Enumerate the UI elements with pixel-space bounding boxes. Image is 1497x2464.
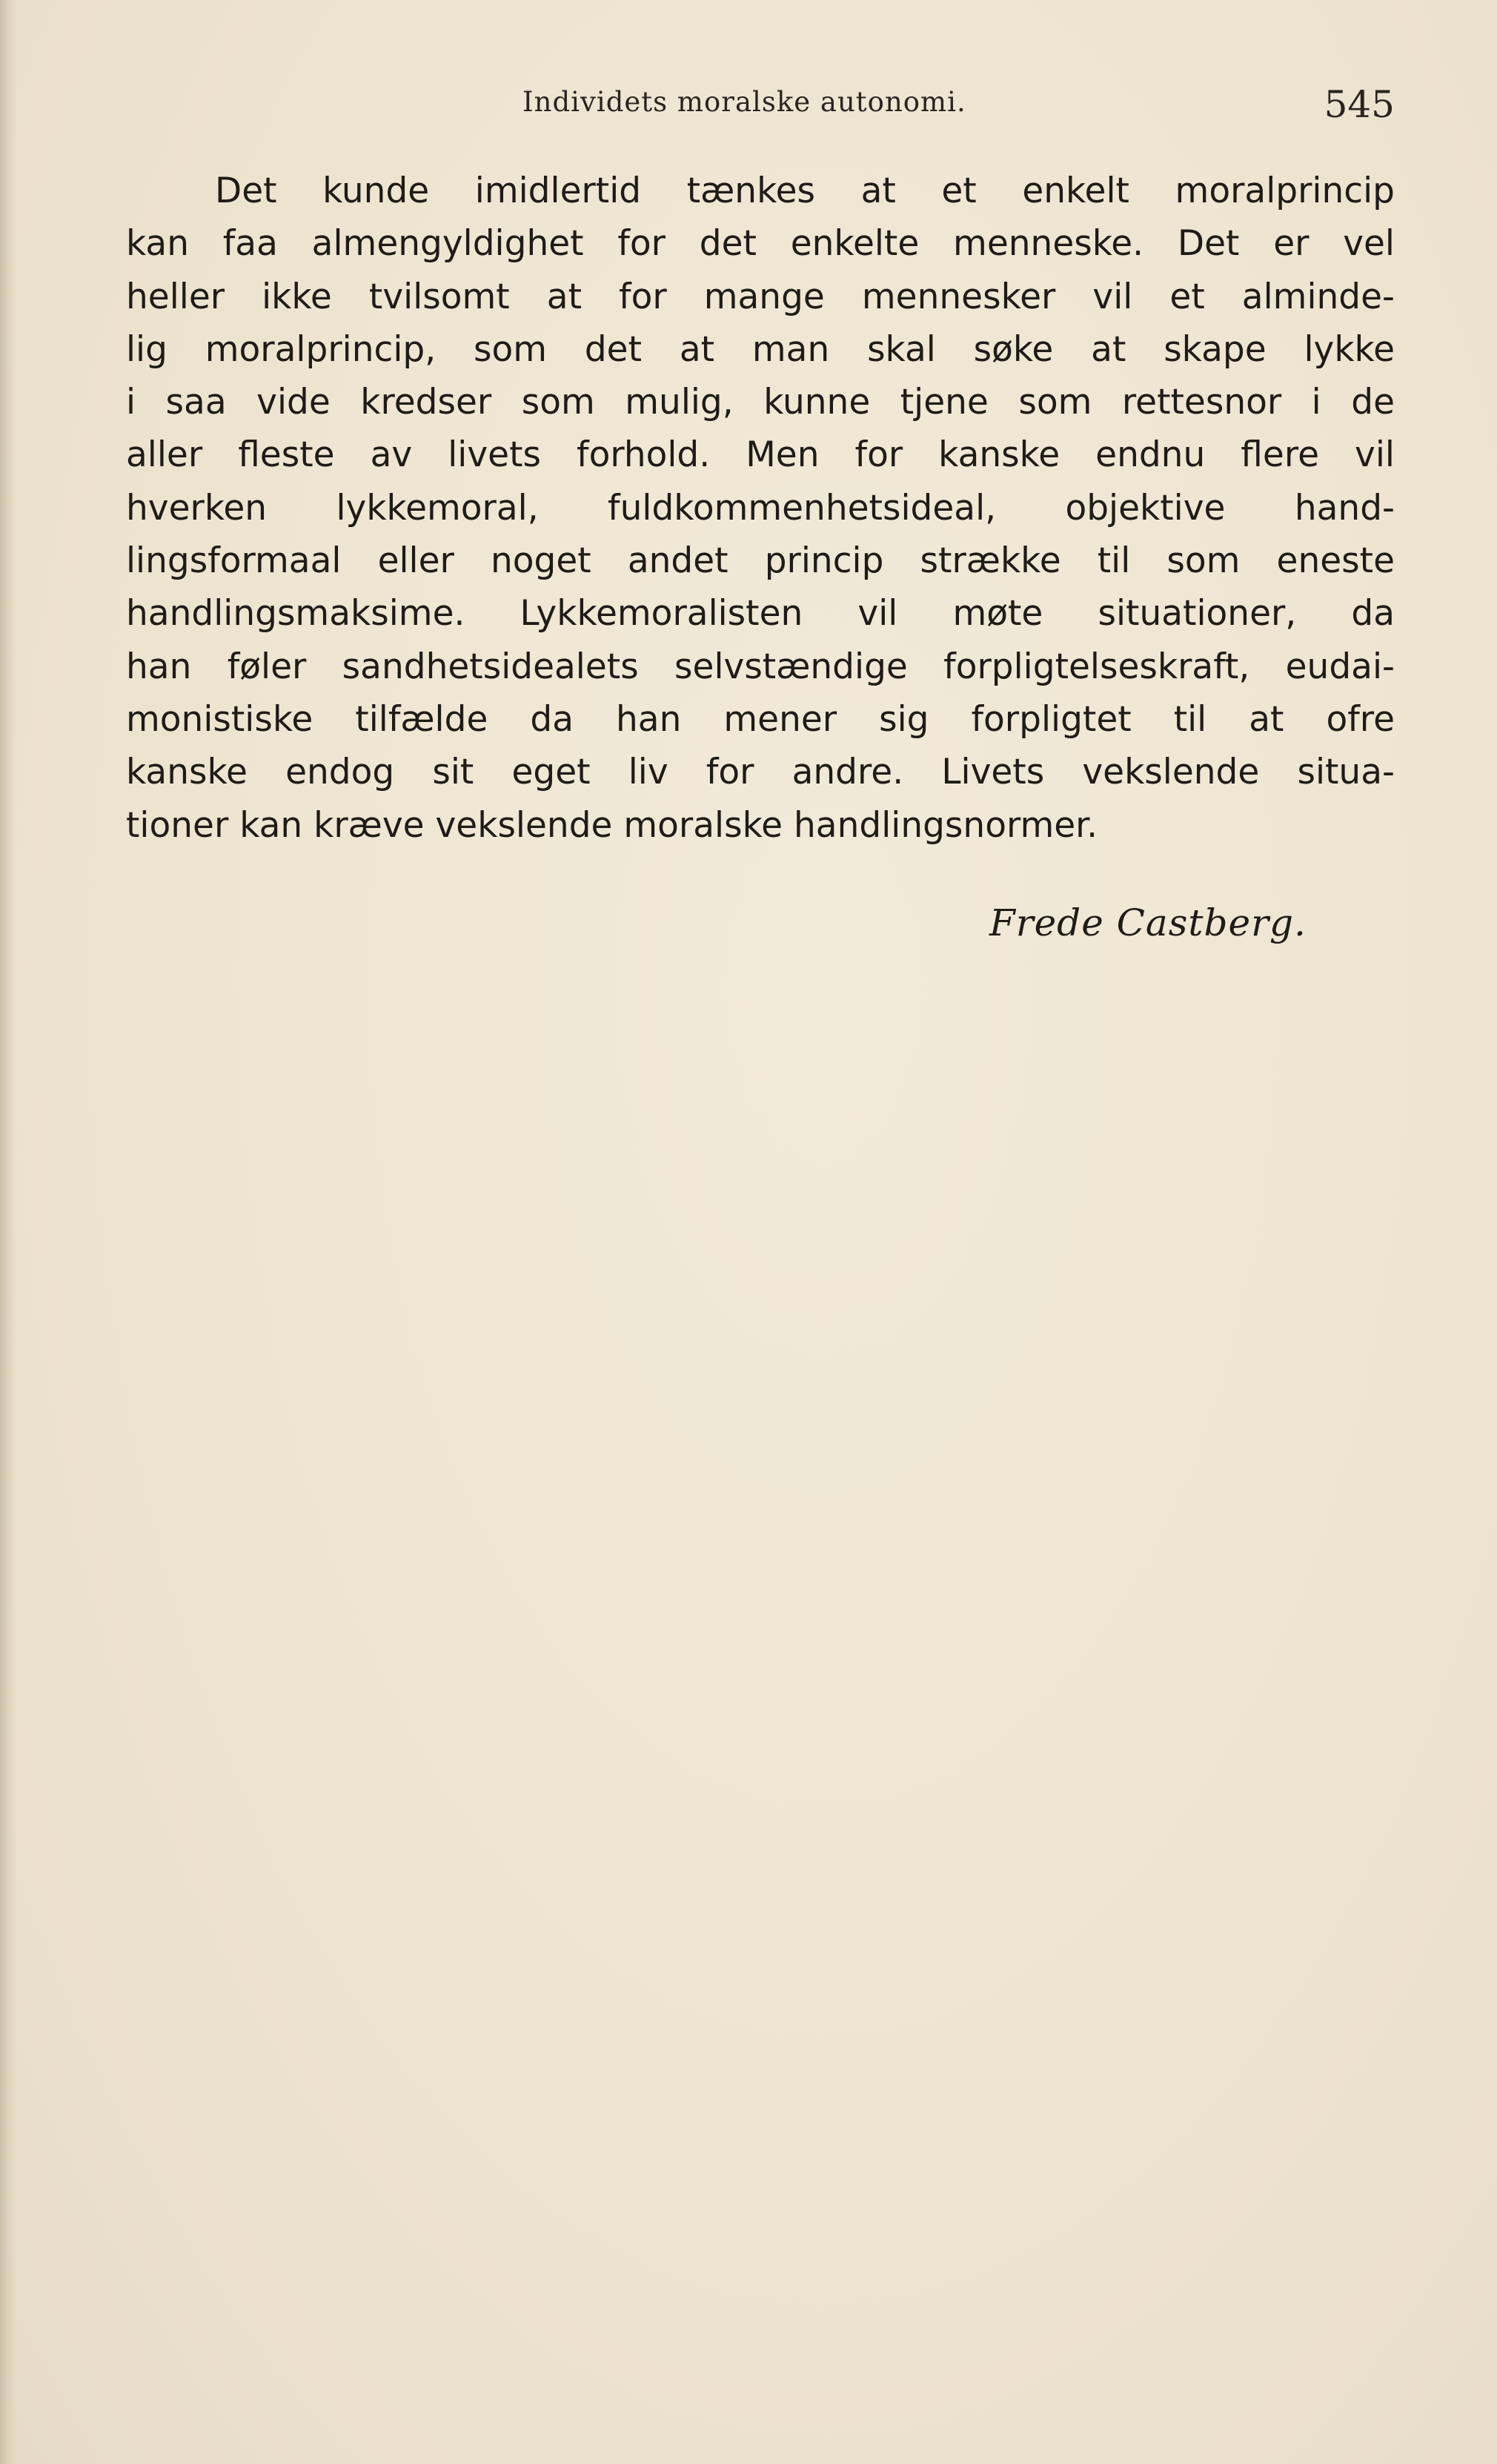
text-line: kan faa almengyldighet for det enkelte menneske. Det er vel [126, 223, 1395, 265]
text-line: monistiske tilfælde da han mener sig forpligtet til at ofre [126, 698, 1395, 740]
text-line: lig moralprincip, som det at man skal søke at skape lykke [126, 328, 1395, 370]
text-line: handlingsmaksime. Lykkemoralisten vil møte situationer, da [126, 593, 1395, 635]
text-line: tioner kan kræve vekslende moralske handlingsnormer. [126, 804, 1098, 846]
text-line: hverken lykkemoral, fuldkommenhetsideal, objektive hand- [126, 487, 1395, 529]
page-edge-shadow [0, 0, 16, 2464]
body-paragraph [126, 165, 1395, 852]
text-line: lingsformaal eller noget andet princip strække til som eneste [126, 540, 1395, 582]
page-header [126, 74, 1395, 133]
text-line: aller fleste av livets forhold. Men for kanske endnu flere vil [126, 434, 1395, 476]
text-line: i saa vide kredser som mulig, kunne tjene som rettesnor i de [126, 382, 1395, 423]
page-number: 545 [1324, 83, 1395, 126]
running-title: Individets moralske autonomi. [522, 86, 966, 118]
text-line: han føler sandhetsidealets selvstændige forpligtelseskraft, eudai- [126, 646, 1395, 687]
author-signature: Frede Castberg. [989, 901, 1307, 944]
text-line: kanske endog sit eget liv for andre. Livets vekslende situa- [126, 752, 1395, 793]
text-line: Det kunde imidlertid tænkes at et enkelt moralprincip [215, 170, 1395, 211]
text-line: heller ikke tvilsomt at for mange mennesker vil et alminde- [126, 276, 1395, 317]
